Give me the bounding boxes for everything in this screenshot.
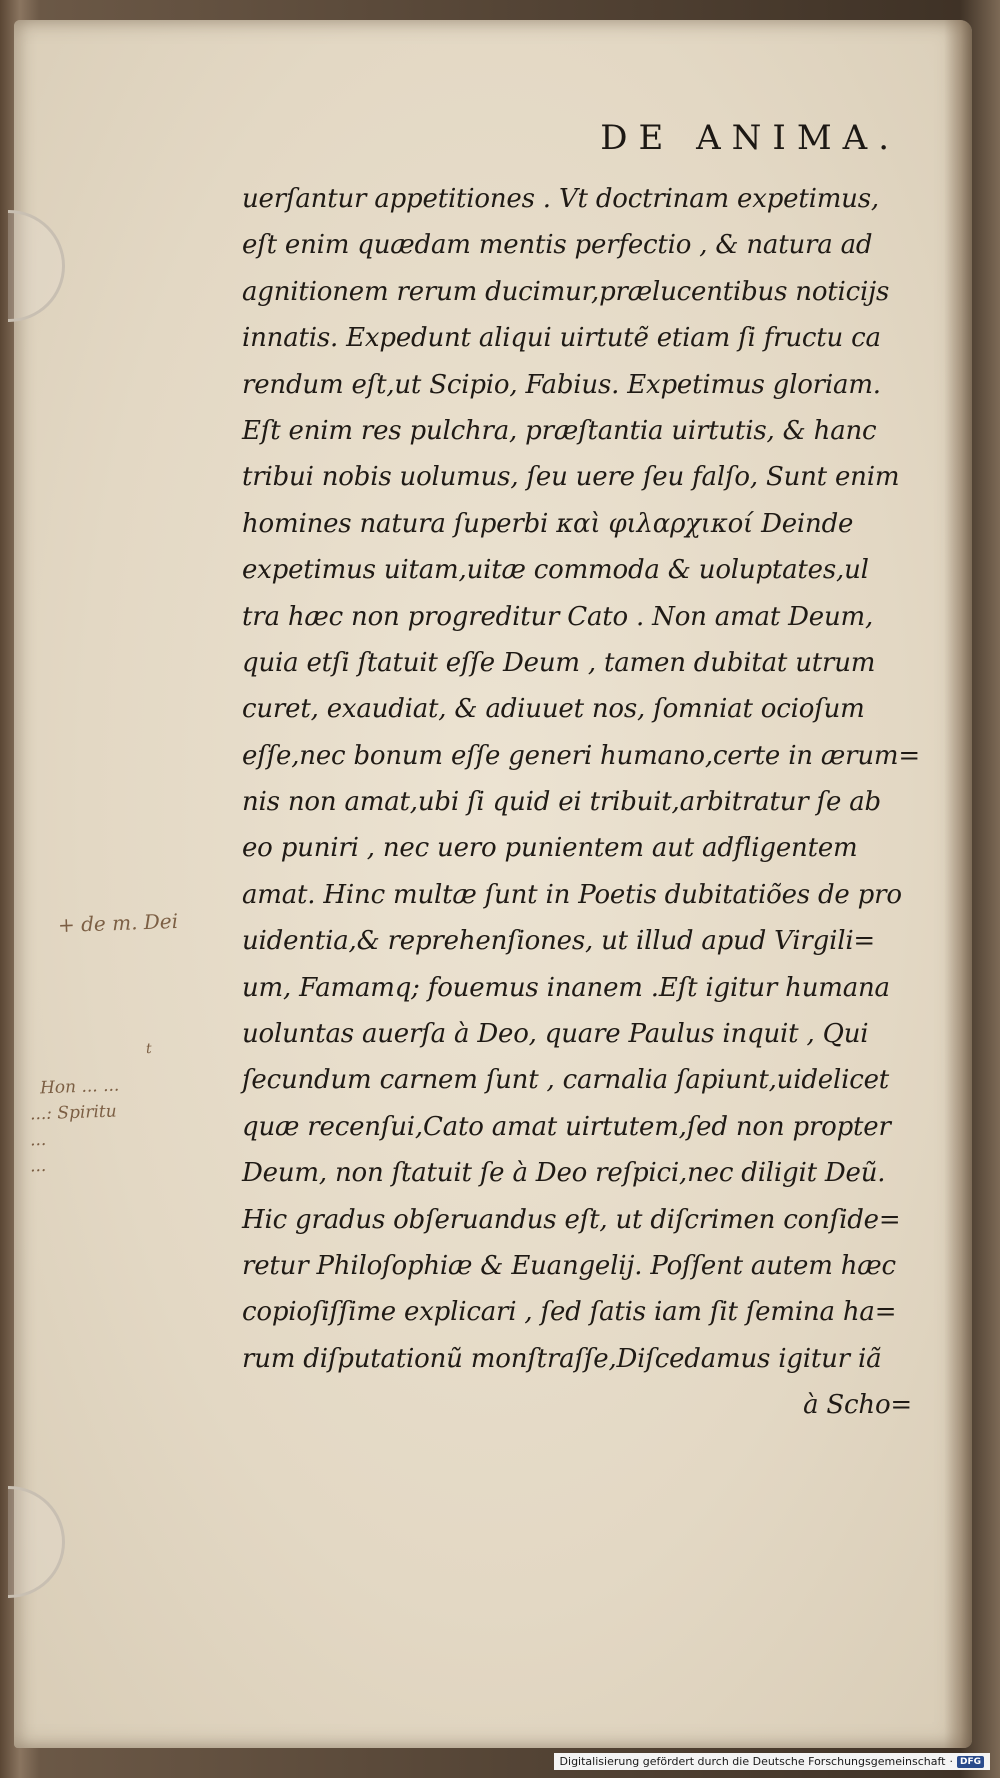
page-clip-bottom: [8, 1486, 65, 1598]
digitization-credit: [554, 1753, 990, 1770]
text-line: um, Famamq; fouemus inanem .Eſt igitur humana: [242, 972, 890, 1003]
text-line: Hic gradus obſeruandus eſt, ut diſcrimen conſide=: [242, 1204, 901, 1235]
text-line: copioſiſſime explicari , ſed ſatis iam ſit ſemina ha=: [242, 1297, 897, 1328]
text-line: amat. Hinc multæ ſunt in Poetis dubitatiões de pro: [242, 879, 902, 910]
dfg-logo: DFG: [957, 1756, 984, 1768]
text-line: eſſe,nec bonum eſſe generi humano,certe in ærum=: [242, 740, 920, 771]
text-line: uerſantur appetitiones . Vt doctrinam expetimus,: [242, 184, 879, 214]
text-line: homines natura ſuperbi καὶ φιλαρχικοί Deinde: [242, 508, 854, 539]
credit-text: Digitalisierung gefördert durch die Deutsche Forschungsgemeinschaft: [559, 1755, 946, 1768]
text-line: nis non amat,ubi ſi quid ei tribuit,arbitratur ſe ab: [242, 787, 881, 818]
text-line: eo puniri , nec uero punientem aut adfligentem: [242, 833, 858, 864]
text-line: rum diſputationũ monſtraſſe,Diſcedamus igitur iã: [242, 1343, 882, 1374]
marginal-note: Hon ... ...: [39, 1075, 120, 1099]
text-line: eſt enim quædam mentis perfectio , & natura ad: [242, 230, 873, 261]
text-line: quia etſi ſtatuit eſſe Deum , tamen dubitat utrum: [242, 647, 876, 678]
text-line: uoluntas auerſa à Deo, quare Paulus inquit , Qui: [242, 1019, 869, 1050]
running-header: DE ANIMA.: [600, 118, 900, 158]
text-line: agnitionem rerum ducimur,prælucentibus noticijs: [242, 276, 890, 307]
page-edge-shadow: [944, 20, 972, 1748]
page-clip-top: [8, 210, 65, 322]
body-text: [242, 176, 942, 1429]
text-line: expetimus uitam,uitæ commoda & uoluptates,ul: [242, 555, 869, 586]
text-line: Deum, non ſtatuit ſe à Deo reſpici,nec diligit Deũ.: [242, 1158, 886, 1189]
text-line: retur Philoſophiæ & Euangelij. Poſſent autem hæc: [242, 1250, 896, 1281]
text-line: uidentia,& reprehenſiones, ut illud apud Virgili=: [242, 926, 876, 957]
marginal-note: ...: [29, 1129, 47, 1151]
marginal-note: ...: [29, 1155, 47, 1177]
text-line: Eſt enim res pulchra, præſtantia uirtutis, & hanc: [242, 415, 877, 446]
marginal-note: t: [145, 1040, 152, 1058]
text-line: tribui nobis uolumus, ſeu uere ſeu falſo, Sunt enim: [242, 462, 900, 493]
credit-separator: ·: [949, 1755, 953, 1768]
text-line: ſecundum carnem ſunt , carnalia ſapiunt,uidelicet: [242, 1065, 890, 1096]
text-line: curet, exaudiat, & adiuuet nos, ſomniat ocioſum: [242, 694, 865, 725]
marginal-note: ...: Spiritu: [29, 1101, 118, 1125]
text-line: rendum eſt,ut Scipio, Fabius. Expetimus gloriam.: [242, 369, 881, 400]
text-line: tra hæc non progreditur Cato . Non amat Deum,: [242, 601, 874, 632]
text-line: quæ recenſui,Cato amat uirtutem,ſed non propter: [242, 1111, 891, 1142]
text-line: innatis. Expedunt aliqui uirtutẽ etiam ſi fructu ca: [242, 323, 881, 354]
catchword: à Scho=: [803, 1390, 912, 1421]
marginal-note: + de m. Dei: [57, 908, 179, 938]
